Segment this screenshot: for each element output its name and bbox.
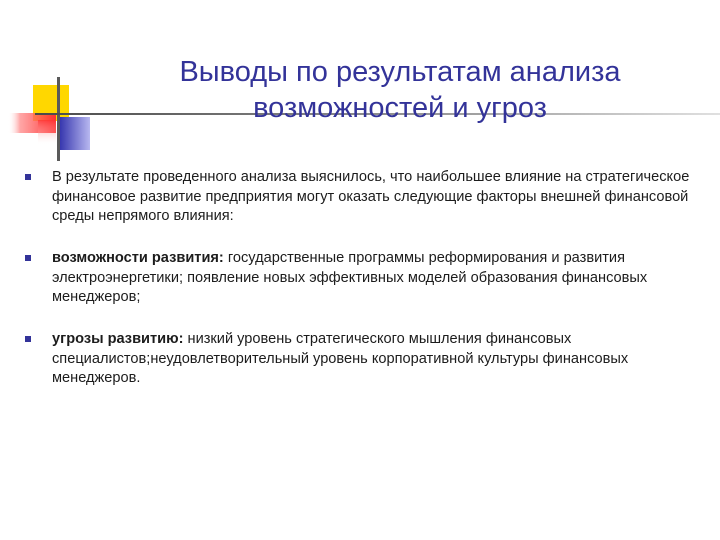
bullet-body: государственные программы реформирования и развития электроэнергетики; появление новых эффективных моделей образования финансовых менеджеров; bbox=[52, 250, 648, 305]
bullet-text bbox=[52, 168, 708, 227]
title-line-1: Выводы по результатам анализа bbox=[179, 56, 621, 88]
bullet-body: В результате проведенного анализа выяснилось, что наибольшее влияние на стратегическое финансовое развитие предприятия могут оказать следующие факторы внешней финансовой среды непрямого влияния: bbox=[52, 169, 690, 224]
bullet-text bbox=[52, 330, 708, 389]
bullet-text bbox=[52, 249, 708, 308]
square-bullet-icon bbox=[25, 255, 31, 261]
title-line-2: возможностей и угроз bbox=[253, 92, 547, 124]
bullet-lead: возможности развития: bbox=[52, 250, 224, 266]
bullet-body: низкий уровень стратегического мышления финансовых специалистов;неудовлетворительный уровень корпоративной культуры финансовых менеджеров. bbox=[52, 331, 629, 386]
square-bullet-icon bbox=[25, 174, 31, 180]
square-bullet-icon bbox=[25, 336, 31, 342]
bullet-lead: угрозы развитию: bbox=[52, 331, 184, 347]
